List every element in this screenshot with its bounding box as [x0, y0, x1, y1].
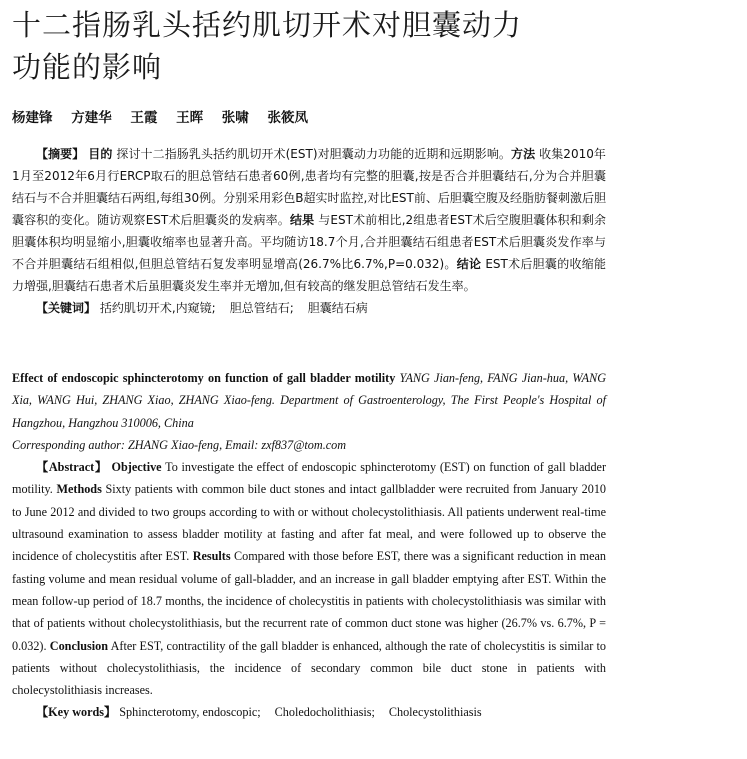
article-title-line-2: 功能的影响: [12, 50, 163, 84]
conclusion-cn-text: EST术后胆囊的收缩能力增强,胆囊结石患者术后虽胆囊炎发生率并无增加,但有较高的继发胆总管结石发生率。: [12, 257, 607, 293]
en-title: Effect of endoscopic sphincterotomy on function of gall bladder motility: [12, 371, 396, 385]
abstract-en-body: [12, 456, 606, 701]
results-cn-text: 与EST术前相比,2组患者EST术后空腹胆囊体积和剩余胆囊体积均明显缩小,胆囊收缩率也显著升高。平均随访18.7个月,合并胆囊结石组患者EST术后胆囊炎发作率与不合并胆囊结石组相似,但胆总管结石复发率明显增高(26.7%比6.7%,P=0.032)。: [12, 213, 606, 271]
abstract-cn: [12, 143, 606, 319]
methods-en-text: Sixty patients with common bile duct stones and intact gallbladder were recruited from January 2010 to June 2012 and divided to two groups according to with or without cholecystolithiasis. All patients underwent real-time ultrasound examination to assess bladder motility at fasting and after fat meal, and were followed up to observe the incidence of cholecystitis after EST.: [12, 482, 607, 564]
en-title-authors: [12, 367, 606, 434]
objective-cn-label: 目的: [88, 147, 113, 161]
keyword-en-2: Choledocholithiasis;: [274, 705, 375, 720]
results-en-label: Results: [192, 549, 231, 564]
keywords-en: [12, 701, 606, 723]
results-en-text: Compared with those before EST, there was a significant reduction in mean fasting volume and mean residual volume of gall-bladder, and an increase in gall bladder emptying after EST. Within the mean follow-up period of 18.7 months, the incidence of cholecystitis in patients with cholecystolithiasis was similar with that of patients without cholecystolithiasis, but the recurrent rate of common duct stone was higher (26.7% vs. 6.7%, P = 0.032).: [12, 549, 607, 653]
abstract-cn-label: 【摘要】: [36, 147, 85, 161]
keyword-cn-1: 括约肌切开术,内窥镜;: [99, 301, 216, 315]
conclusion-en-label: Conclusion: [49, 638, 109, 653]
objective-cn-text: 探讨十二指肠乳头括约肌切开术(EST)对胆囊动力功能的近期和远期影响。: [116, 147, 512, 161]
objective-en-text: To investigate the effect of endoscopic sphincterotomy (EST) on function of gall bladder motility.: [12, 460, 607, 497]
methods-cn-text: 收集2010年1月至2012年6月行ERCP取石的胆总管结石患者60例,患者均有完整的胆囊,按是否合并胆囊结石,分为合并胆囊结石与不合并胆囊结石两组,每组30例。分别采用彩色B超实时监控,对比EST前、后胆囊空腹及经脂肪餐刺激后胆囊容积的变化。随访观察EST术后胆囊炎的发病率。: [12, 147, 606, 227]
methods-en-label: Methods: [56, 482, 102, 497]
conclusion-en-text: After EST, contractility of the gall bladder is enhanced, although the rate of cholecystitis is similar to patients without cholecystolithiasis, the incidence of secondary common bile duct stone in patients with cholecystolithiasis increases.: [12, 638, 607, 698]
keyword-cn-2: 胆总管结石;: [229, 301, 294, 315]
keywords-cn: [12, 297, 606, 319]
objective-en-label: Objective: [111, 460, 162, 475]
keywords-cn-label: 【关键词】: [36, 301, 97, 315]
methods-cn-label: 方法: [511, 147, 536, 161]
keyword-cn-3: 胆囊结石病: [307, 301, 368, 315]
conclusion-cn-label: 结论: [456, 257, 482, 271]
article-title: [12, 4, 632, 88]
en-authors-affiliation: YANG Jian-feng, FANG Jian-hua, WANG Xia, WANG Hui, ZHANG Xiao, ZHANG Xiao-feng. Department of Gastroenterology, The First People's Hospital of Hangzhou, Hangzhou 310006, China: [12, 371, 606, 430]
article-title-line-1: 十二指肠乳头括约肌切开术对胆囊动力: [12, 8, 523, 42]
results-cn-label: 结果: [289, 213, 315, 227]
abstract-en-label: 【Abstract】: [36, 460, 108, 475]
keyword-en-1: Sphincterotomy, endoscopic;: [119, 705, 261, 720]
keyword-en-3: Cholecystolithiasis: [388, 705, 482, 720]
abstract-cn-body: [12, 143, 606, 297]
author-list-cn: 杨建锋 方建华 王霞 王晖 张啸 张筱凤: [12, 110, 308, 126]
corresponding-author: Corresponding author: ZHANG Xiao-feng, Email: zxf837@tom.com: [12, 437, 347, 452]
keywords-en-label: 【Key words】: [36, 705, 117, 720]
abstract-en: [12, 367, 606, 724]
